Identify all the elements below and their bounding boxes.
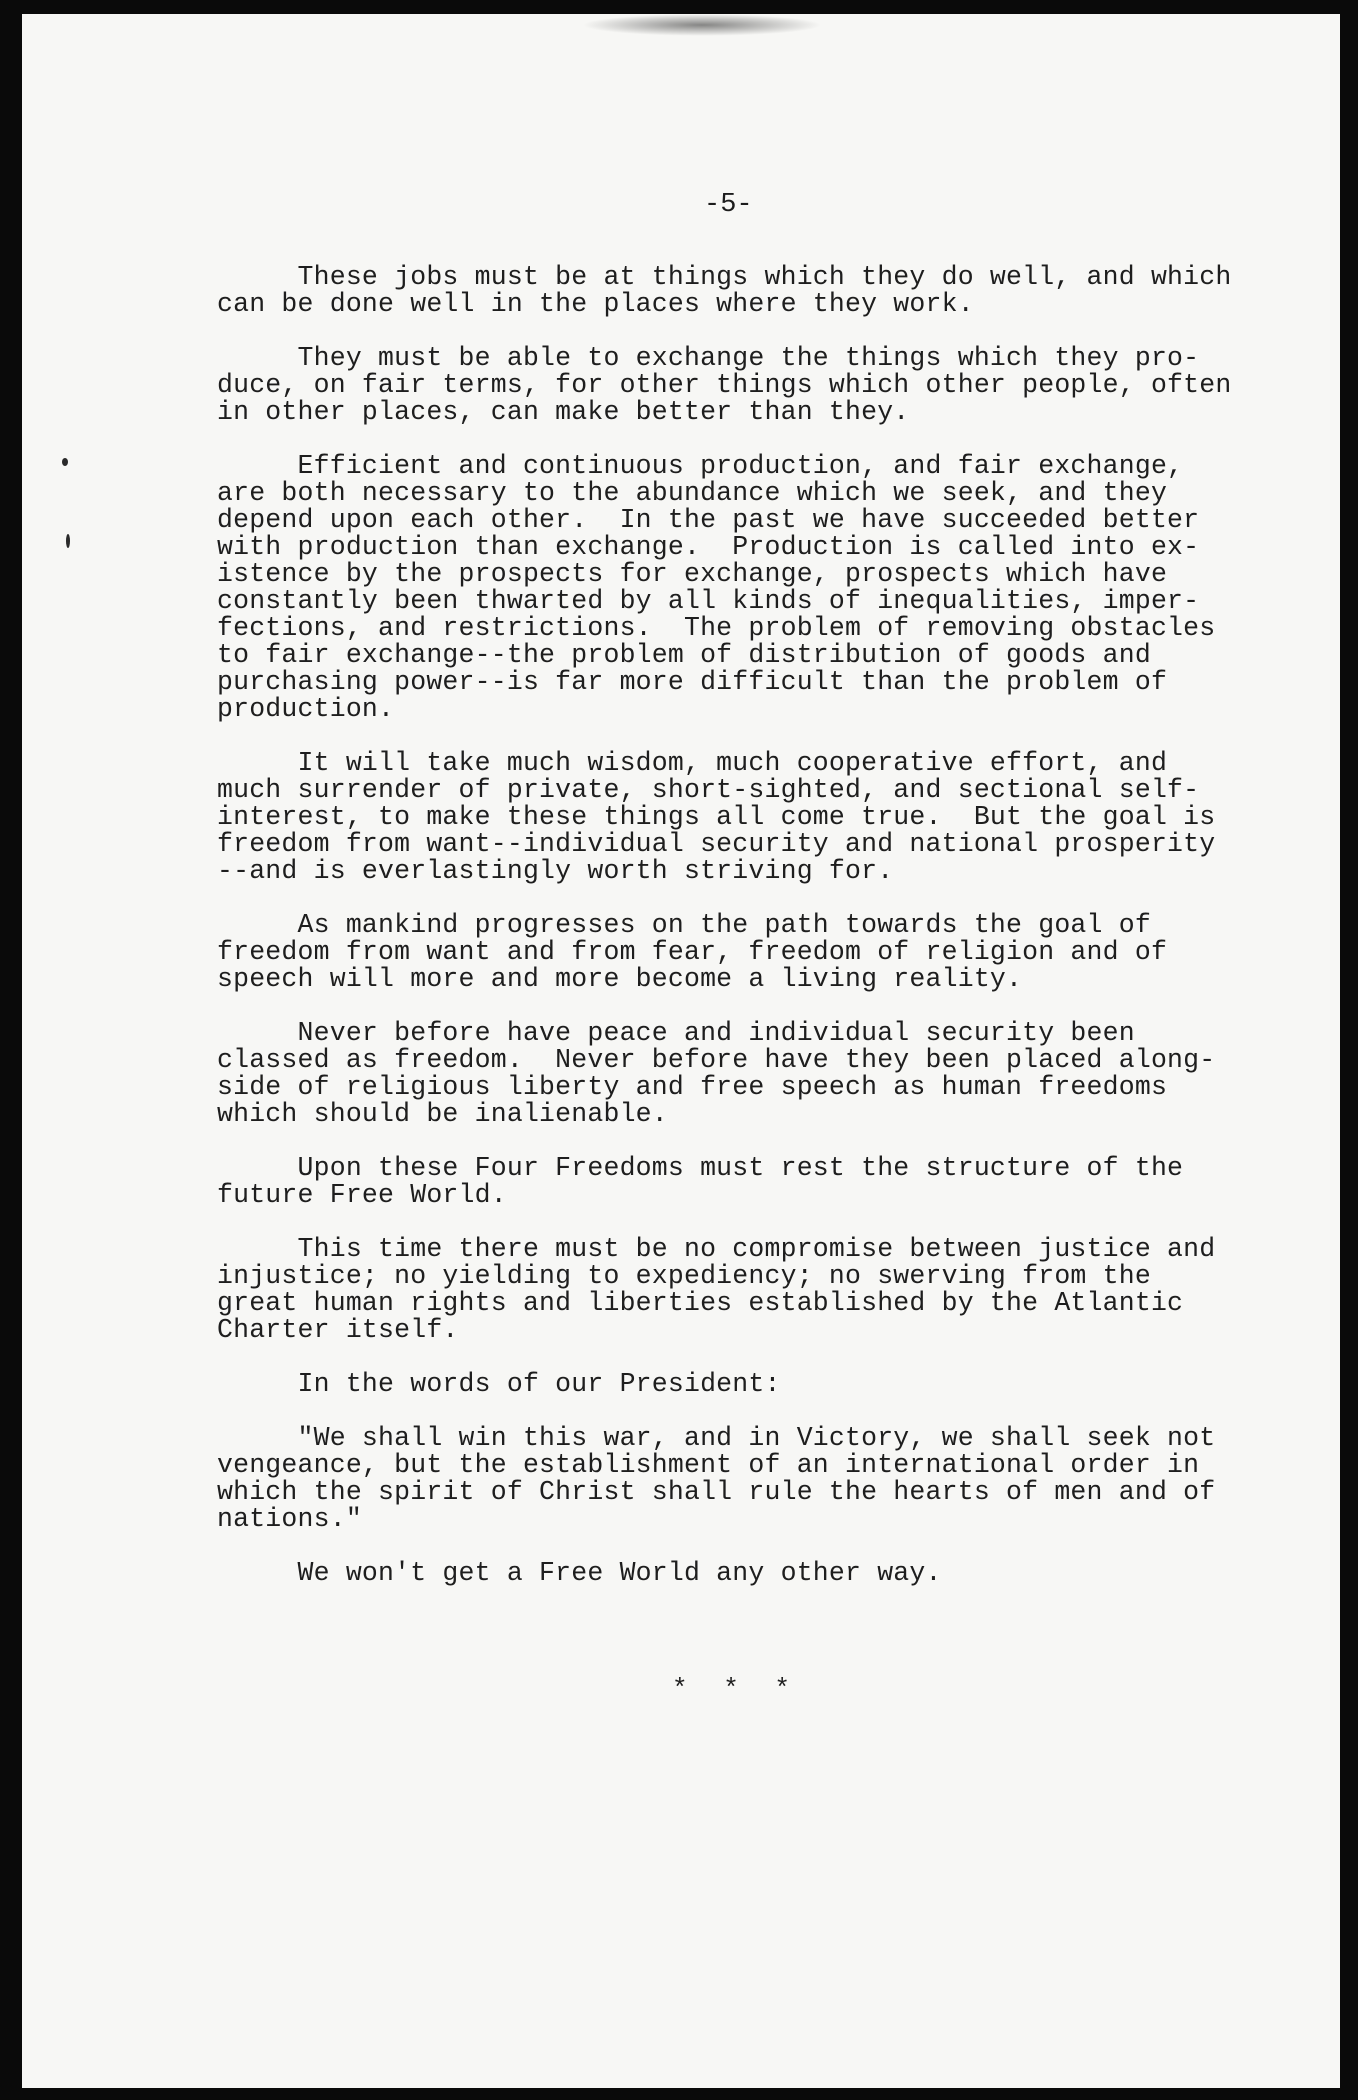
text-line: side of religious liberty and free speech as human freedoms: [217, 1072, 1168, 1102]
text-line: We won't get a Free World any other way.: [217, 1558, 942, 1588]
end-mark: * * *: [672, 1674, 801, 1704]
text-line: Efficient and continuous production, and fair exchange,: [217, 451, 1184, 481]
scan-smudge: [582, 14, 822, 36]
text-line: much surrender of private, short-sighted, and sectional self-: [217, 775, 1200, 805]
text-line: duce, on fair terms, for other things which other people, often: [217, 370, 1232, 400]
text-line: can be done well in the places where they work.: [217, 289, 974, 319]
text-line: fections, and restrictions. The problem of removing obstacles: [217, 613, 1216, 643]
text-line: depend upon each other. In the past we have succeeded better: [217, 505, 1200, 535]
text-line: speech will more and more become a living reality.: [217, 964, 1023, 994]
paragraph-1: [217, 264, 1277, 318]
paragraph-4: [217, 750, 1277, 885]
text-line: This time there must be no compromise between justice and: [217, 1234, 1216, 1264]
text-line: As mankind progresses on the path towards the goal of: [217, 910, 1151, 940]
paragraph-7: [217, 1155, 1277, 1209]
text-line: to fair exchange--the problem of distribution of goods and: [217, 640, 1151, 670]
margin-speck: [66, 534, 70, 548]
text-line: which the spirit of Christ shall rule the hearts of men and of: [217, 1477, 1216, 1507]
text-line: nations.": [217, 1504, 362, 1534]
text-line: injustice; no yielding to expediency; no swerving from the: [217, 1261, 1151, 1291]
margin-speck: [62, 458, 68, 466]
paragraph-10-quote: [217, 1425, 1277, 1533]
text-line: --and is everlastingly worth striving for.: [217, 856, 894, 886]
text-line: in other places, can make better than they.: [217, 397, 910, 427]
text-line: with production than exchange. Production is called into ex-: [217, 532, 1200, 562]
text-line: vengeance, but the establishment of an international order in: [217, 1450, 1200, 1480]
text-line: production.: [217, 694, 395, 724]
text-line: future Free World.: [217, 1180, 507, 1210]
text-line: It will take much wisdom, much cooperative effort, and: [217, 748, 1168, 778]
paragraph-11: [217, 1560, 1277, 1587]
text-line: freedom from want and from fear, freedom of religion and of: [217, 937, 1168, 967]
document-body: [217, 264, 1277, 1614]
page-number: -5-: [704, 190, 753, 220]
text-line: freedom from want--individual security and national prosperity: [217, 829, 1216, 859]
text-line: classed as freedom. Never before have they been placed along-: [217, 1045, 1216, 1075]
paragraph-3: [217, 453, 1277, 723]
document-page: [22, 14, 1340, 2088]
text-line: Charter itself.: [217, 1315, 459, 1345]
text-line: In the words of our President:: [217, 1369, 781, 1399]
text-line: istence by the prospects for exchange, prospects which have: [217, 559, 1168, 589]
text-line: purchasing power--is far more difficult than the problem of: [217, 667, 1168, 697]
paragraph-8: [217, 1236, 1277, 1344]
text-line: "We shall win this war, and in Victory, we shall seek not: [217, 1423, 1216, 1453]
paragraph-9: [217, 1371, 1277, 1398]
text-line: interest, to make these things all come true. But the goal is: [217, 802, 1216, 832]
text-line: Never before have peace and individual security been: [217, 1018, 1135, 1048]
text-line: They must be able to exchange the things which they pro-: [217, 343, 1200, 373]
paragraph-5: [217, 912, 1277, 993]
paragraph-6: [217, 1020, 1277, 1128]
text-line: These jobs must be at things which they do well, and which: [217, 262, 1232, 292]
text-line: constantly been thwarted by all kinds of inequalities, imper-: [217, 586, 1200, 616]
text-line: great human rights and liberties established by the Atlantic: [217, 1288, 1184, 1318]
paragraph-2: [217, 345, 1277, 426]
text-line: Upon these Four Freedoms must rest the structure of the: [217, 1153, 1184, 1183]
text-line: which should be inalienable.: [217, 1099, 668, 1129]
text-line: are both necessary to the abundance which we seek, and they: [217, 478, 1168, 508]
